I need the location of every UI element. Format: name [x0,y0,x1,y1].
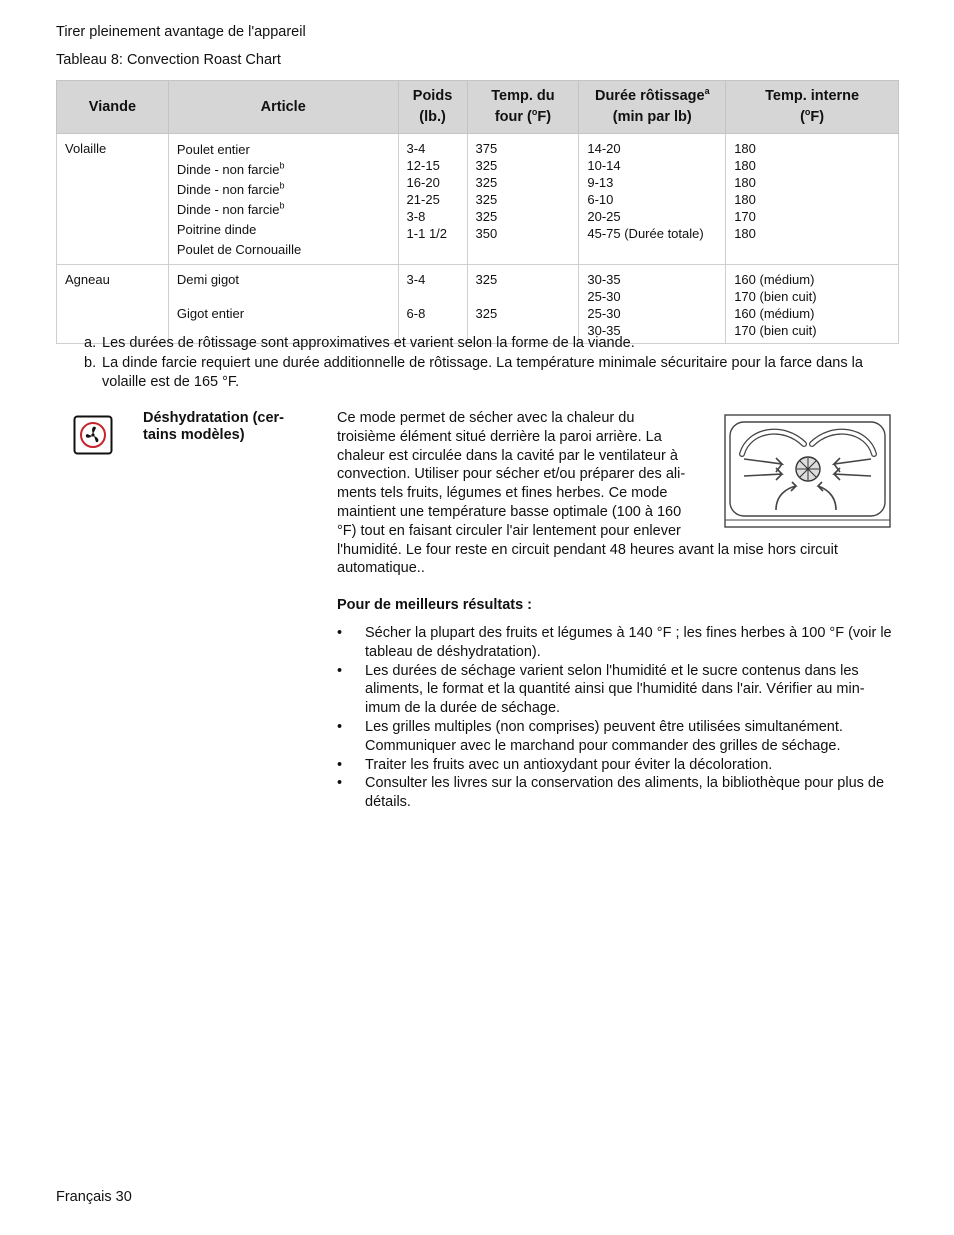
cell-article [168,134,398,265]
cell-text: Agneau [65,272,110,287]
footnote-sup: b [279,160,285,171]
list-item-text: Sécher la plupart des fruits et légumes à 140 °F ; les fines herbes à 100 °F (voir le tableau de déshydratation). [365,625,892,660]
cell-poids [398,265,467,344]
article-text: Gigot entier [176,306,245,321]
running-title: Tirer pleinement avantage de l'appareil [56,24,306,40]
list-item [337,718,899,756]
best-results-subhead: Pour de meilleurs résultats : [337,597,533,613]
footnote-sup: b [279,200,285,211]
cell-line: 160 (médium) [734,272,815,287]
col-viande: Viande [57,81,169,134]
cell-line: 1-1 1/2 [406,226,448,241]
cell-article [168,265,398,344]
cell-poids [398,134,467,265]
col-temp-interne-line2b: F) [810,109,825,125]
cell-line: 180 [734,141,756,156]
body-line: °F) tout en faisant circuler l'air lentement pour enlever [337,522,681,539]
degree-sup: o [531,107,538,118]
col-temp-four-line1: Temp. du [491,88,555,104]
section-title: Déshydratation (cer- tains modèles) [143,410,285,443]
cell-line: 325 [475,175,498,190]
cell-line: 25-30 [587,306,621,321]
body-line: automatique.. [337,560,425,577]
table-header-row [57,81,899,134]
cell-line: 375 [475,141,498,156]
cell-line [177,271,390,288]
cell-line: 3-8 [406,209,426,224]
cell-line: 20-25 [587,209,621,224]
cell-line [407,288,459,305]
table-caption: Tableau 8: Convection Roast Chart [56,52,281,68]
cell-line: 25-30 [587,289,621,304]
col-poids-line2: (lb.) [419,109,446,125]
cell-duree [579,134,726,265]
cell-line [177,305,390,322]
cell-line [177,140,390,160]
bullet-dot: • [337,718,343,735]
cell-line: 170 (bien cuit) [734,289,817,304]
body-line: troisième élément situé derrière la paroi arrière. La [337,428,662,445]
cell-line [177,220,390,240]
cell-line: 14-20 [587,141,621,156]
col-temp-interne-line2a: ( [800,109,805,125]
col-poids-line1: Poids [412,88,453,104]
article-text: Demi gigot [176,272,240,287]
col-poids [398,81,467,134]
col-temp-four-line2a: four ( [494,109,532,125]
oven-airflow-icon [724,414,891,528]
col-duree [579,81,726,134]
article-text: Dinde - non farcie [176,182,280,197]
list-item-text: Les grilles multiples (non comprises) peuvent être utilisées simultanément. Communiquer avec le marchand pour commander des grilles de séchage. [365,718,843,754]
col-temp-four [467,81,579,134]
body-line: l'humidité. Le four reste en circuit pendant 48 heures avant la mise hors circuit [337,541,838,558]
bullet-dot: • [337,662,343,679]
table-row [57,265,899,344]
article-text: Dinde - non farcie [176,202,280,217]
cell-line: 160 (médium) [734,306,815,321]
footnote-sup: b [279,180,285,191]
cell-temp-four [467,134,579,265]
footnote-a [84,334,884,354]
cell-line [177,288,390,305]
body-line: ments tels fruits, légumes et fines herbes. Ce mode [337,485,668,502]
cell-line: 180 [734,158,756,173]
table-footnotes [84,334,884,393]
list-item [337,624,899,662]
cell-line: 3-4 [406,141,426,156]
list-item-text: Traiter les fruits avec un antioxydant pour éviter la décoloration. [365,756,773,773]
cell-line: 6-10 [587,192,614,207]
cell-duree [579,265,726,344]
list-item-text: Les durées de séchage varient selon l'humidité et le sucre contenus dans les aliments, le format et la quantité ainsi que l'humidité dans l'air. Vérifier au min- imum de la durée de séchage. [365,662,865,717]
cell-line: 12-15 [406,158,440,173]
cell-temp-four [467,265,579,344]
col-temp-interne-line1: Temp. interne [765,88,860,104]
footnote-sup: a [704,86,710,97]
cell-viande [57,265,169,344]
cell-line: 9-13 [587,175,614,190]
cell-line: 325 [475,158,498,173]
col-duree-line2: (min par lb) [612,109,692,125]
cell-line: 10-14 [587,158,621,173]
cell-line: 325 [475,192,498,207]
cell-line: 45-75 (Durée totale) [587,226,704,241]
cell-line: 350 [475,226,498,241]
cell-line: 325 [475,272,498,287]
cell-line [177,200,390,220]
cell-line: 3-4 [406,272,426,287]
cell-line: 30-35 [587,323,621,338]
table-row [57,134,899,265]
article-text: Poulet de Cornouaille [176,242,302,257]
cell-line: 180 [734,175,756,190]
body-line: convection. Utiliser pour sécher et/ou préparer des ali- [337,466,686,483]
cell-viande [57,134,169,265]
footnote-label: b. [84,354,97,371]
bullet-dot: • [337,625,343,641]
cell-line: 325 [475,209,498,224]
cell-line: 16-20 [406,175,440,190]
cell-line: 180 [734,226,756,241]
cell-line [177,160,390,180]
list-item [337,662,899,718]
bullet-dot: • [337,756,343,773]
footnote-text: Les durées de rôtissage sont approximatives et varient selon la forme de la viande. [102,335,635,351]
cell-line: 170 (bien cuit) [734,323,817,338]
list-item-text: Consulter les livres sur la conservation des aliments, la bibliothèque pour plus de détails. [365,775,885,811]
cell-line: 170 [734,209,756,224]
col-temp-interne [726,81,899,134]
cell-line: 21-25 [406,192,440,207]
footnote-b [84,354,884,393]
col-article: Article [168,81,398,134]
convection-roast-table [56,80,899,344]
cell-text: Volaille [65,141,107,156]
cell-line [476,288,571,305]
cell-line: 180 [734,192,756,207]
body-line: chaleur est circulée dans la cavité par le ventilateur à [337,447,678,464]
list-item [337,756,899,775]
col-duree-line1: Durée rôtissage [594,88,705,104]
degree-sup: o [804,107,811,118]
cell-temp-interne [726,265,899,344]
body-line: Ce mode permet de sécher avec la chaleur du [337,410,635,426]
bullet-dot: • [337,775,343,792]
fan-icon [73,415,113,455]
page-footer: Français 30 [56,1189,132,1205]
list-item [337,774,899,812]
article-text: Dinde - non farcie [176,162,280,177]
col-temp-four-line2b: F) [537,109,552,125]
article-text: Poitrine dinde [176,222,257,237]
cell-line: 6-8 [406,306,426,321]
body-line: maintient une température basse optimale (100 à 160 [337,503,682,520]
best-results-list [337,624,899,812]
cell-line: 325 [475,306,498,321]
cell-line [177,180,390,200]
cell-line [177,240,390,260]
footnote-label: a. [84,335,97,351]
footnote-text: La dinde farcie requiert une durée additionnelle de rôtissage. La température minimale sécuritaire pour la farce dans la volaille est de 165 °F. [102,354,863,390]
article-text: Poulet entier [176,142,250,157]
cell-temp-interne [726,134,899,265]
cell-line: 30-35 [587,272,621,287]
